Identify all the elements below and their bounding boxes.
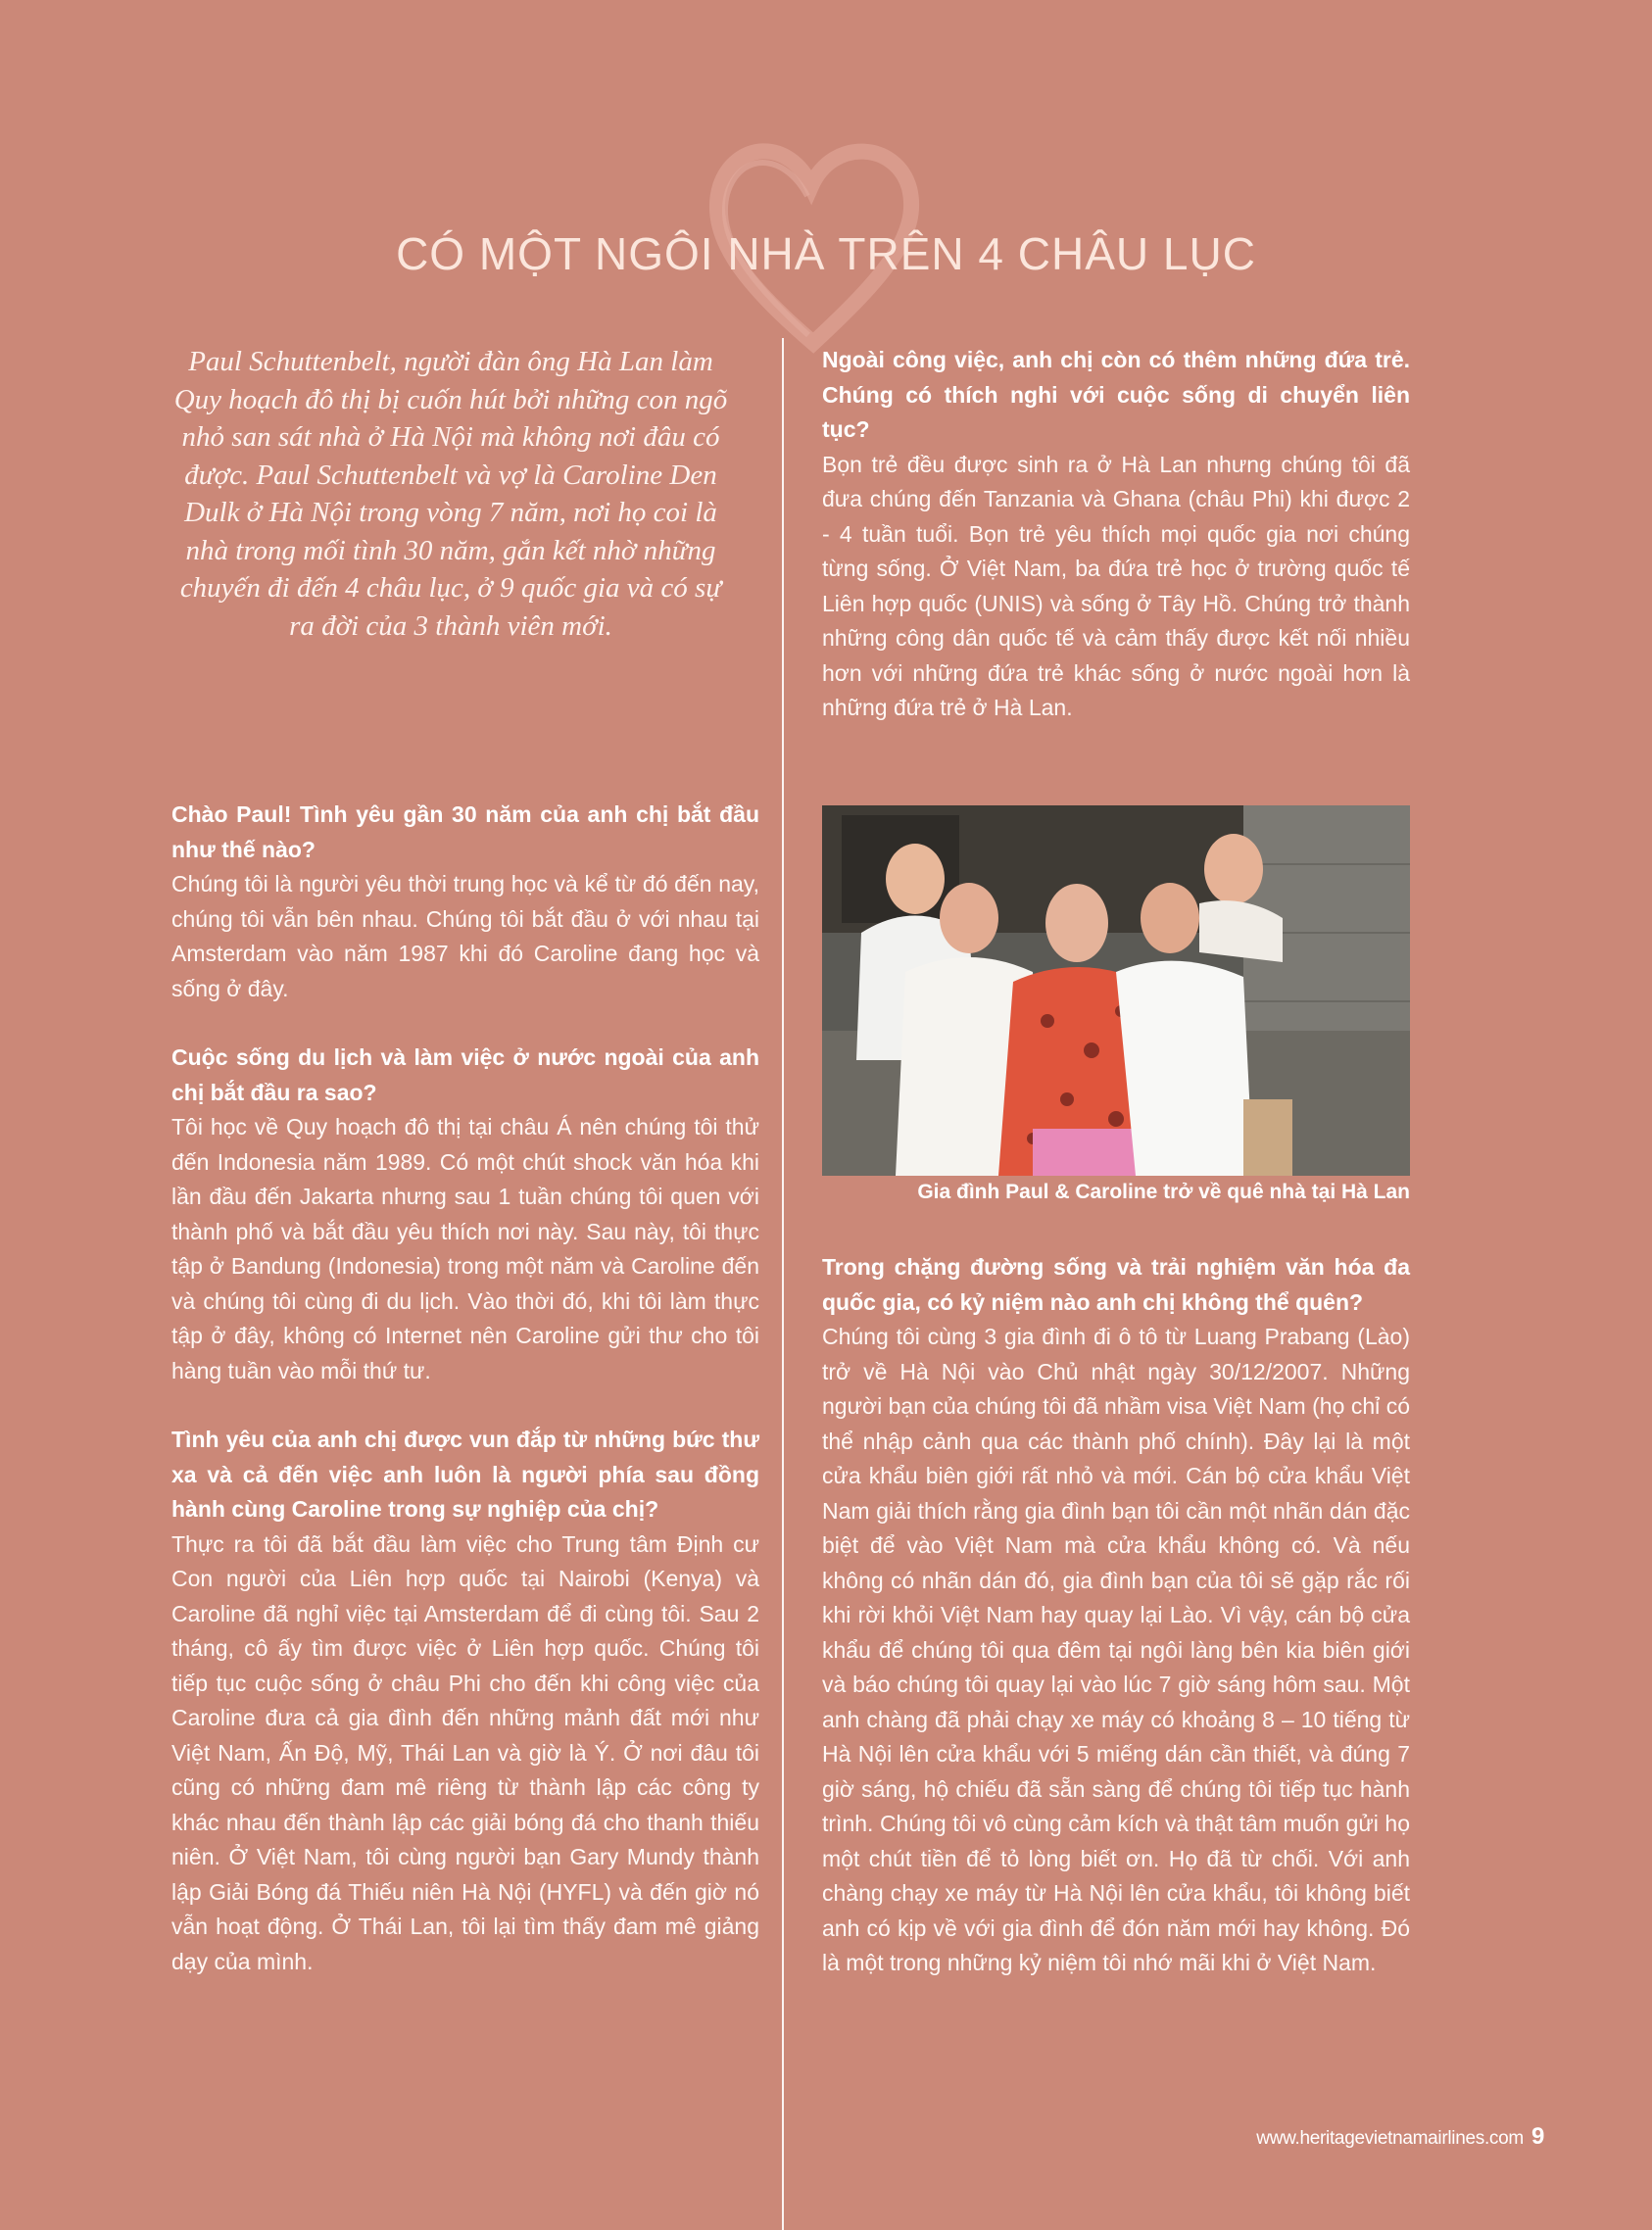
family-photo [822, 805, 1410, 1176]
answer: Thực ra tôi đã bắt đầu làm việc cho Trung tâm Định cư Con người của Liên hợp quốc tại Nairobi (Kenya) và Caroline đã nghỉ việc tại Amsterdam để đi cùng tôi. Sau 2 tháng, cô ấy tìm được việc ở Liên hợp quốc. Chúng tôi tiếp tục cuộc sống ở châu Phi cho đến khi công việc của Caroline đưa cả gia đình đến những mảnh đất mới như Việt Nam, Ấn Độ, Mỹ, Thái Lan và giờ là Ý. Ở nơi đâu tôi cũng có những đam mê riêng từ thành lập các công ty khác nhau đến thành lập các giải bóng đá cho thanh thiếu niên. Ở Việt Nam, tôi cùng người bạn Gary Mundy thành lập Giải Bóng đá Thiếu niên Hà Nội (HYFL) và đến giờ nó vẫn hoạt động. Ở Thái Lan, tôi lại tìm thấy đam mê giảng dạy của mình. [171, 1530, 759, 1974]
answer: Tôi học về Quy hoạch đô thị tại châu Á nên chúng tôi thử đến Indonesia năm 1989. Có một chút shock văn hóa khi lần đầu đến Jakarta nhưng sau 1 tuần chúng tôi quen với thành phố và bắt đầu yêu thích nơi này. Sau này, tôi thực tập ở Bandung (Indonesia) trong một năm và Caroline đến và chúng tôi cùng đi du lịch. Vào thời đó, khi tôi làm thực tập ở đây, không có Internet nên Caroline gửi thư cho tôi hàng tuần vào mỗi thứ tư. [171, 1114, 759, 1383]
page-number: 9 [1531, 2123, 1544, 2150]
answer: Chúng tôi cùng 3 gia đình đi ô tô từ Luang Prabang (Lào) trở về Hà Nội vào Chủ nhật ngày 30/12/2007. Những người bạn của chúng tôi đã nhầm visa Việt Nam (họ chỉ có thể nhập cảnh qua các thành phố chính). Đây lại là một cửa khẩu biên giới rất nhỏ và mới. Cán bộ cửa khẩu Việt Nam giải thích rằng gia đình bạn tôi cần một nhãn dán đặc biệt để vào Việt Nam mà cửa khẩu không có. Và nếu không có nhãn dán đó, gia đình bạn của tôi sẽ gặp rắc rối khi rời khỏi Việt Nam hay quay lại Lào. Vì vậy, cán bộ cửa khẩu để chúng tôi qua đêm tại ngôi làng bên kia biên giới và báo chúng tôi quay lại vào lúc 7 giờ sáng hôm sau. Một anh chàng đã phải chạy xe máy có khoảng 8 – 10 tiếng từ Hà Nội lên cửa khẩu với 5 miếng dán cần thiết, và đúng 7 giờ sáng, hộ chiếu đã sẵn sàng để chúng tôi tiếp tục hành trình. Chúng tôi vô cùng cảm kích và thật tâm muốn gửi họ một chút tiền để tỏ lòng biết ơn. Họ đã từ chối. Với anh chàng chạy xe máy từ Hà Nội lên cửa khẩu, tôi không biết anh có kịp về với gia đình để đón năm mới hay không. Đó là một trong những kỷ niệm tôi nhớ mãi khi ở Việt Nam. [822, 1324, 1410, 1975]
right-column-bottom [822, 1250, 1410, 2015]
right-column-top [822, 343, 1410, 760]
website-link[interactable]: www.heritagevietnamairlines.com [1256, 2128, 1524, 2149]
photo-caption: Gia đình Paul & Caroline trở về quê nhà tại Hà Lan [917, 1181, 1410, 1203]
question: Ngoài công việc, anh chị còn có thêm những đứa trẻ. Chúng có thích nghi với cuộc sống di chuyển liên tục? [822, 347, 1410, 442]
page-footer [1256, 2123, 1544, 2151]
article-title: CÓ MỘT NGÔI NHÀ TRÊN 4 CHÂU LỤC [396, 228, 1256, 279]
column-divider [782, 338, 784, 2230]
article-intro: Paul Schuttenbelt, người đàn ông Hà Lan làm Quy hoạch đô thị bị cuốn hút bởi những con ngõ nhỏ san sát nhà ở Hà Nội mà không nơi đâu có được. Paul Schuttenbelt và vợ là Caroline Den Dulk ở Hà Nội trong vòng 7 năm, nơi họ coi là nhà trong mối tình 30 năm, gắn kết nhờ những chuyến đi đến 4 châu lục, ở 9 quốc gia và có sự ra đời của 3 thành viên mới. [173, 346, 728, 642]
question: Chào Paul! Tình yêu gần 30 năm của anh chị bắt đầu như thế nào? [171, 801, 759, 862]
question: Cuộc sống du lịch và làm việc ở nước ngoài của anh chị bắt đầu ra sao? [171, 1044, 759, 1105]
left-column [171, 798, 759, 2013]
question: Tình yêu của anh chị được vun đắp từ những bức thư xa và cả đến việc anh luôn là người phía sau đồng hành cùng Caroline trong sự nghiệp của chị? [171, 1427, 759, 1522]
answer: Bọn trẻ đều được sinh ra ở Hà Lan nhưng chúng tôi đã đưa chúng đến Tanzania và Ghana (châu Phi) khi được 2 - 4 tuần tuổi. Bọn trẻ yêu thích mọi quốc gia nơi chúng từng sống. Ở Việt Nam, ba đứa trẻ học ở trường quốc tế Liên hợp quốc (UNIS) và sống ở Tây Hồ. Chúng trở thành những công dân quốc tế và cảm thấy được kết nối nhiều hơn với những đứa trẻ khác sống ở nước ngoài hơn là những đứa trẻ ở Hà Lan. [822, 451, 1410, 720]
question: Trong chặng đường sống và trải nghiệm văn hóa đa quốc gia, có kỷ niệm nào anh chị không thể quên? [822, 1254, 1410, 1315]
answer: Chúng tôi là người yêu thời trung học và kể từ đó đến nay, chúng tôi vẫn bên nhau. Chúng tôi bắt đầu ở với nhau tại Amsterdam vào năm 1987 khi đó Caroline đang học và sống ở đây. [171, 871, 759, 1001]
